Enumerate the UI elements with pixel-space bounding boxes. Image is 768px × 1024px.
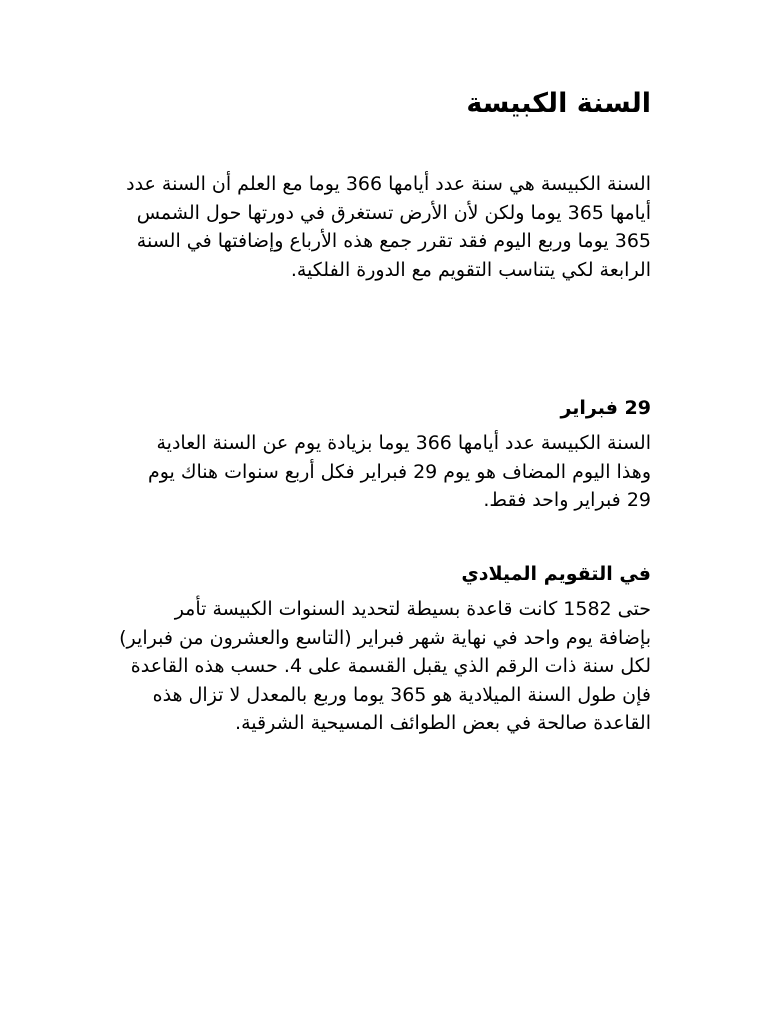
intro-paragraph: السنة الكبيسة هي سنة عدد أيامها 366 يوما مع العلم أن السنة عدد أيامها 365 يوما ولكن لأن الأرض تستغرق في دورتها حول الشمس 365 يوما وربع اليوم فقد تقرر جمع هذه الأرباع وإضافتها في السنة الرابعة لكي يتناسب التقويم مع الدورة الفلكية. — [126, 173, 651, 281]
section-heading-feb29: 29 فبراير — [560, 397, 651, 419]
document-title: السنة الكبيسة — [466, 88, 651, 119]
section-heading-gregorian: في التقويم الميلادي — [461, 563, 651, 585]
feb29-paragraph: السنة الكبيسة عدد أيامها 366 يوما بزيادة يوم عن السنة العادية وهذا اليوم المضاف هو يوم 29 فبراير فكل أربع سنوات هناك يوم 29 فبراير واحد فقط. — [147, 432, 651, 511]
gregorian-paragraph: حتى 1582 كانت قاعدة بسيطة لتحديد السنوات الكبيسة تأمر بإضافة يوم واحد في نهاية شهر فبراير (التاسع والعشرون من فبراير) لكل سنة ذات الرقم الذي يقبل القسمة على 4. حسب هذه القاعدة فإن طول السنة الميلادية هو 365 يوما وربع بالمعدل لا تزال هذه القاعدة صالحة في بعض الطوائف المسيحية الشرقية. — [119, 598, 651, 734]
